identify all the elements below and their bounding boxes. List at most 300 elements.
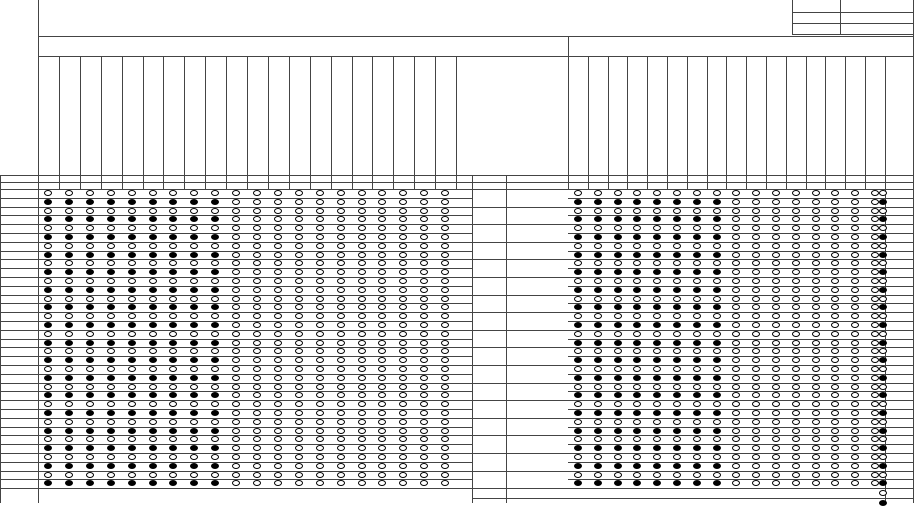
plan-circle xyxy=(107,401,115,407)
actual-circle xyxy=(441,463,449,469)
actual-circle xyxy=(211,375,219,381)
plan-circle xyxy=(107,260,115,266)
actual-circle xyxy=(65,304,73,310)
plan-circle xyxy=(772,436,780,442)
actual-circle xyxy=(831,392,839,398)
plan-circle xyxy=(831,401,839,407)
actual-circle xyxy=(274,392,282,398)
actual-circle xyxy=(337,304,345,310)
plan-circle xyxy=(337,208,345,214)
actual-circle xyxy=(713,375,721,381)
actual-circle xyxy=(337,463,345,469)
actual-circle xyxy=(713,199,721,205)
actual-circle xyxy=(274,322,282,328)
plan-circle xyxy=(274,472,282,478)
plan-circle xyxy=(673,454,681,460)
actual-circle xyxy=(851,340,859,346)
plan-circle xyxy=(713,243,721,249)
actual-circle xyxy=(732,322,740,328)
actual-circle xyxy=(693,304,701,310)
plan-circle xyxy=(337,190,345,196)
plan-circle xyxy=(420,366,428,372)
legend-circle xyxy=(879,463,887,469)
actual-circle xyxy=(713,445,721,451)
plan-circle xyxy=(295,190,303,196)
actual-circle xyxy=(107,340,115,346)
actual-circle xyxy=(65,480,73,486)
actual-circle xyxy=(65,340,73,346)
plan-circle xyxy=(693,243,701,249)
actual-circle xyxy=(232,269,240,275)
actual-circle xyxy=(211,463,219,469)
plan-circle xyxy=(86,348,94,354)
actual-circle xyxy=(399,410,407,416)
actual-circle xyxy=(441,234,449,240)
actual-circle xyxy=(253,252,261,258)
actual-circle xyxy=(614,375,622,381)
plan-circle xyxy=(732,366,740,372)
actual-circle xyxy=(420,252,428,258)
actual-circle xyxy=(772,234,780,240)
grid-line xyxy=(331,56,332,189)
actual-circle xyxy=(441,287,449,293)
actual-circle xyxy=(812,463,820,469)
plan-circle xyxy=(128,472,136,478)
actual-circle xyxy=(337,234,345,240)
plan-circle xyxy=(772,296,780,302)
actual-circle xyxy=(399,480,407,486)
actual-circle xyxy=(107,392,115,398)
actual-circle xyxy=(441,252,449,258)
plan-circle xyxy=(128,331,136,337)
actual-circle xyxy=(86,287,94,293)
plan-circle xyxy=(86,243,94,249)
plan-circle xyxy=(86,454,94,460)
actual-circle xyxy=(149,445,157,451)
actual-circle xyxy=(851,287,859,293)
plan-circle xyxy=(107,243,115,249)
plan-circle xyxy=(693,313,701,319)
plan-circle xyxy=(128,313,136,319)
plan-circle xyxy=(337,384,345,390)
plan-circle xyxy=(693,348,701,354)
plan-circle xyxy=(86,472,94,478)
grid-line xyxy=(80,56,81,189)
actual-circle xyxy=(420,428,428,434)
actual-circle xyxy=(44,340,52,346)
plan-circle xyxy=(673,331,681,337)
plan-circle xyxy=(851,260,859,266)
actual-circle xyxy=(316,375,324,381)
plan-circle xyxy=(420,331,428,337)
plan-circle xyxy=(441,243,449,249)
plan-circle xyxy=(169,208,177,214)
plan-circle xyxy=(772,260,780,266)
actual-circle xyxy=(232,216,240,222)
actual-circle xyxy=(812,375,820,381)
plan-circle xyxy=(337,313,345,319)
actual-circle xyxy=(633,216,641,222)
plan-circle xyxy=(358,472,366,478)
actual-circle xyxy=(693,199,701,205)
plan-circle xyxy=(107,454,115,460)
grid-line xyxy=(101,56,102,189)
plan-circle xyxy=(851,366,859,372)
actual-circle xyxy=(190,392,198,398)
plan-circle xyxy=(772,313,780,319)
actual-circle xyxy=(337,445,345,451)
actual-circle xyxy=(851,199,859,205)
plan-circle xyxy=(169,348,177,354)
plan-circle xyxy=(653,436,661,442)
plan-circle xyxy=(399,472,407,478)
plan-circle xyxy=(653,208,661,214)
plan-circle xyxy=(274,225,282,231)
legend-circle xyxy=(879,490,887,496)
plan-circle xyxy=(633,243,641,249)
plan-circle xyxy=(378,472,386,478)
actual-circle xyxy=(44,199,52,205)
actual-circle xyxy=(378,480,386,486)
actual-circle xyxy=(614,269,622,275)
plan-circle xyxy=(253,225,261,231)
actual-circle xyxy=(772,340,780,346)
actual-circle xyxy=(574,392,582,398)
plan-circle xyxy=(211,260,219,266)
actual-circle xyxy=(128,216,136,222)
plan-circle xyxy=(653,419,661,425)
plan-circle xyxy=(792,401,800,407)
actual-circle xyxy=(169,340,177,346)
plan-circle xyxy=(812,436,820,442)
plan-circle xyxy=(86,331,94,337)
actual-circle xyxy=(232,322,240,328)
plan-circle xyxy=(614,190,622,196)
actual-circle xyxy=(732,428,740,434)
actual-circle xyxy=(633,392,641,398)
actual-circle xyxy=(232,287,240,293)
plan-circle xyxy=(44,436,52,442)
actual-circle xyxy=(614,445,622,451)
actual-circle xyxy=(792,322,800,328)
plan-circle xyxy=(295,296,303,302)
actual-circle xyxy=(128,322,136,328)
plan-circle xyxy=(316,348,324,354)
actual-circle xyxy=(851,428,859,434)
plan-circle xyxy=(871,436,879,442)
plan-circle xyxy=(792,348,800,354)
actual-circle xyxy=(831,375,839,381)
plan-circle xyxy=(211,366,219,372)
actual-circle xyxy=(752,269,760,275)
plan-circle xyxy=(772,208,780,214)
actual-circle xyxy=(772,463,780,469)
plan-circle xyxy=(211,243,219,249)
plan-circle xyxy=(149,260,157,266)
actual-circle xyxy=(772,216,780,222)
plan-circle xyxy=(812,366,820,372)
actual-circle xyxy=(653,304,661,310)
plan-circle xyxy=(871,419,879,425)
actual-circle xyxy=(653,392,661,398)
plan-circle xyxy=(713,296,721,302)
plan-circle xyxy=(713,260,721,266)
actual-circle xyxy=(633,340,641,346)
actual-circle xyxy=(44,322,52,328)
plan-circle xyxy=(792,436,800,442)
plan-circle xyxy=(574,384,582,390)
plan-circle xyxy=(752,384,760,390)
plan-circle xyxy=(574,366,582,372)
legend-circle xyxy=(879,216,887,222)
plan-circle xyxy=(316,331,324,337)
actual-circle xyxy=(149,269,157,275)
actual-circle xyxy=(295,216,303,222)
plan-circle xyxy=(149,436,157,442)
plan-circle xyxy=(594,260,602,266)
actual-circle xyxy=(274,234,282,240)
plan-circle xyxy=(673,436,681,442)
actual-circle xyxy=(232,392,240,398)
actual-circle xyxy=(871,480,879,486)
plan-circle xyxy=(614,454,622,460)
actual-circle xyxy=(653,340,661,346)
plan-circle xyxy=(812,208,820,214)
plan-circle xyxy=(128,296,136,302)
legend-circle xyxy=(879,208,887,214)
plan-circle xyxy=(65,331,73,337)
plan-circle xyxy=(812,348,820,354)
plan-circle xyxy=(44,401,52,407)
actual-circle xyxy=(574,199,582,205)
plan-circle xyxy=(274,313,282,319)
grid-line xyxy=(726,56,727,189)
plan-circle xyxy=(792,260,800,266)
actual-circle xyxy=(420,234,428,240)
actual-circle xyxy=(732,410,740,416)
plan-circle xyxy=(831,243,839,249)
actual-circle xyxy=(149,428,157,434)
actual-circle xyxy=(673,199,681,205)
actual-circle xyxy=(316,216,324,222)
plan-circle xyxy=(831,225,839,231)
actual-circle xyxy=(232,428,240,434)
actual-circle xyxy=(86,322,94,328)
actual-circle xyxy=(831,340,839,346)
actual-circle xyxy=(713,410,721,416)
actual-circle xyxy=(232,463,240,469)
grid-line xyxy=(792,34,914,35)
actual-circle xyxy=(107,304,115,310)
plan-circle xyxy=(732,260,740,266)
actual-circle xyxy=(812,269,820,275)
actual-circle xyxy=(574,304,582,310)
plan-circle xyxy=(399,419,407,425)
plan-circle xyxy=(253,190,261,196)
actual-circle xyxy=(752,375,760,381)
plan-circle xyxy=(295,278,303,284)
plan-circle xyxy=(420,436,428,442)
actual-circle xyxy=(653,463,661,469)
plan-circle xyxy=(831,472,839,478)
plan-circle xyxy=(574,313,582,319)
plan-circle xyxy=(673,243,681,249)
plan-circle xyxy=(274,401,282,407)
actual-circle xyxy=(441,304,449,310)
plan-circle xyxy=(673,384,681,390)
grid-line xyxy=(707,56,708,189)
plan-circle xyxy=(420,472,428,478)
actual-circle xyxy=(274,428,282,434)
actual-circle xyxy=(693,269,701,275)
actual-circle xyxy=(594,269,602,275)
actual-circle xyxy=(128,480,136,486)
actual-circle xyxy=(337,340,345,346)
plan-circle xyxy=(831,419,839,425)
actual-circle xyxy=(86,445,94,451)
actual-circle xyxy=(713,357,721,363)
actual-circle xyxy=(633,480,641,486)
plan-circle xyxy=(420,260,428,266)
plan-circle xyxy=(107,313,115,319)
actual-circle xyxy=(792,287,800,293)
actual-circle xyxy=(772,357,780,363)
plan-circle xyxy=(399,243,407,249)
grid-line xyxy=(205,56,206,189)
plan-circle xyxy=(399,208,407,214)
actual-circle xyxy=(337,357,345,363)
grid-line xyxy=(568,339,876,340)
plan-circle xyxy=(399,401,407,407)
plan-circle xyxy=(211,278,219,284)
actual-circle xyxy=(673,287,681,293)
actual-circle xyxy=(295,375,303,381)
actual-circle xyxy=(107,375,115,381)
plan-circle xyxy=(190,366,198,372)
plan-circle xyxy=(772,278,780,284)
plan-circle xyxy=(149,243,157,249)
actual-circle xyxy=(253,216,261,222)
actual-circle xyxy=(653,199,661,205)
plan-circle xyxy=(653,401,661,407)
plan-circle xyxy=(693,436,701,442)
actual-circle xyxy=(149,287,157,293)
actual-circle xyxy=(812,480,820,486)
plan-circle xyxy=(295,260,303,266)
actual-circle xyxy=(594,428,602,434)
actual-circle xyxy=(274,199,282,205)
plan-circle xyxy=(673,225,681,231)
actual-circle xyxy=(295,252,303,258)
actual-circle xyxy=(274,480,282,486)
actual-circle xyxy=(831,480,839,486)
plan-circle xyxy=(337,419,345,425)
plan-circle xyxy=(149,472,157,478)
grid-line xyxy=(456,56,457,189)
plan-circle xyxy=(792,190,800,196)
plan-circle xyxy=(732,313,740,319)
plan-circle xyxy=(232,190,240,196)
plan-circle xyxy=(851,278,859,284)
actual-circle xyxy=(812,216,820,222)
plan-circle xyxy=(792,208,800,214)
plan-circle xyxy=(574,436,582,442)
plan-circle xyxy=(128,366,136,372)
plan-circle xyxy=(614,384,622,390)
plan-circle xyxy=(149,401,157,407)
actual-circle xyxy=(316,428,324,434)
plan-circle xyxy=(614,225,622,231)
legend-circle xyxy=(879,252,887,258)
grid-line xyxy=(0,488,914,489)
plan-circle xyxy=(713,401,721,407)
actual-circle xyxy=(295,357,303,363)
plan-circle xyxy=(732,278,740,284)
actual-circle xyxy=(232,252,240,258)
plan-circle xyxy=(713,366,721,372)
plan-circle xyxy=(232,243,240,249)
actual-circle xyxy=(316,410,324,416)
plan-circle xyxy=(633,208,641,214)
actual-circle xyxy=(253,269,261,275)
actual-circle xyxy=(337,410,345,416)
actual-circle xyxy=(169,480,177,486)
actual-circle xyxy=(149,375,157,381)
plan-circle xyxy=(693,401,701,407)
actual-circle xyxy=(614,252,622,258)
plan-circle xyxy=(693,296,701,302)
legend-circle xyxy=(879,480,887,486)
actual-circle xyxy=(358,252,366,258)
plan-circle xyxy=(107,348,115,354)
actual-circle xyxy=(337,269,345,275)
plan-circle xyxy=(358,436,366,442)
grid-line xyxy=(647,56,648,189)
plan-circle xyxy=(633,348,641,354)
plan-circle xyxy=(574,472,582,478)
actual-circle xyxy=(752,480,760,486)
plan-circle xyxy=(752,225,760,231)
actual-circle xyxy=(812,392,820,398)
plan-circle xyxy=(128,384,136,390)
plan-circle xyxy=(378,260,386,266)
plan-circle xyxy=(871,472,879,478)
actual-circle xyxy=(190,287,198,293)
actual-circle xyxy=(752,252,760,258)
plan-circle xyxy=(792,296,800,302)
plan-circle xyxy=(107,331,115,337)
plan-circle xyxy=(358,366,366,372)
grid-line xyxy=(352,56,353,189)
plan-circle xyxy=(441,366,449,372)
actual-circle xyxy=(792,445,800,451)
plan-circle xyxy=(713,384,721,390)
actual-circle xyxy=(274,445,282,451)
plan-circle xyxy=(378,313,386,319)
actual-circle xyxy=(752,322,760,328)
actual-circle xyxy=(653,252,661,258)
plan-circle xyxy=(752,454,760,460)
plan-circle xyxy=(211,296,219,302)
actual-circle xyxy=(792,463,800,469)
actual-circle xyxy=(614,357,622,363)
plan-circle xyxy=(211,436,219,442)
actual-circle xyxy=(732,304,740,310)
actual-circle xyxy=(211,480,219,486)
plan-circle xyxy=(65,401,73,407)
grid-line xyxy=(310,56,311,189)
plan-circle xyxy=(358,278,366,284)
